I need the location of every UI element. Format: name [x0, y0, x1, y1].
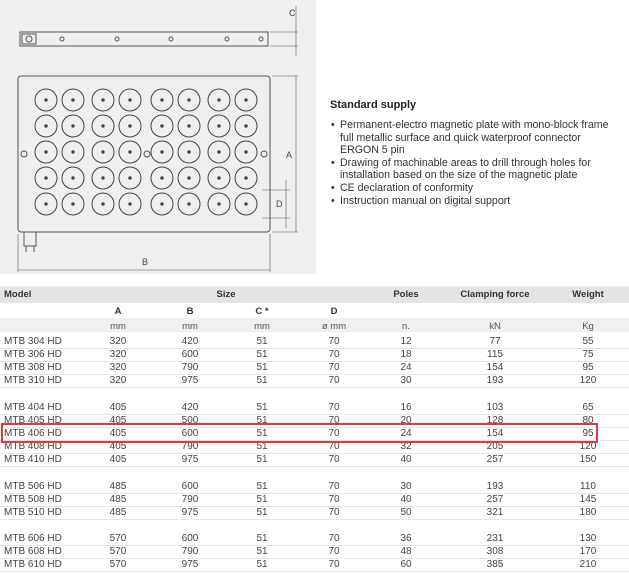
- cell-d: 70: [328, 428, 340, 439]
- table-row: [0, 335, 629, 348]
- cell-b: 790: [181, 494, 199, 505]
- cell-b: 600: [181, 428, 199, 439]
- cell-c: 51: [256, 362, 268, 373]
- unit-a: mm: [110, 321, 126, 332]
- cell-d: 70: [328, 336, 340, 347]
- cell-force: 231: [486, 533, 504, 544]
- cell-poles: 18: [400, 349, 412, 360]
- cell-c: 51: [256, 428, 268, 439]
- cell-c: 51: [256, 375, 268, 386]
- cell-d: 70: [328, 559, 340, 570]
- cell-model: MTB 610 HD: [4, 559, 62, 570]
- pole-center: [188, 99, 190, 101]
- cell-d: 70: [328, 454, 340, 465]
- cell-model: MTB 310 HD: [4, 375, 62, 386]
- pole-center: [45, 99, 47, 101]
- cell-a: 405: [109, 402, 127, 413]
- units-row-bg: [0, 318, 629, 332]
- cell-force: 205: [486, 441, 504, 452]
- pole-center: [129, 125, 131, 127]
- cell-b: 600: [181, 533, 199, 544]
- cell-a: 320: [109, 349, 127, 360]
- cell-d: 70: [328, 546, 340, 557]
- cell-poles: 40: [400, 494, 412, 505]
- cell-model: MTB 606 HD: [4, 533, 62, 544]
- pole-center: [245, 203, 247, 205]
- table-row: [0, 401, 629, 414]
- cell-weight: 55: [582, 336, 594, 347]
- pole-grid: [35, 89, 257, 215]
- cell-a: 320: [109, 375, 127, 386]
- pole-center: [45, 151, 47, 153]
- cell-a: 570: [109, 533, 127, 544]
- cell-poles: 16: [400, 402, 412, 413]
- cell-model: MTB 608 HD: [4, 546, 62, 557]
- cell-b: 975: [181, 375, 199, 386]
- cell-d: 70: [328, 349, 340, 360]
- table-row: [0, 506, 629, 519]
- cell-poles: 48: [400, 546, 412, 557]
- pole-center: [72, 177, 74, 179]
- cell-model: MTB 405 HD: [4, 415, 62, 426]
- pole-center: [218, 125, 220, 127]
- unit-clamping: kN: [489, 321, 501, 332]
- cell-a: 320: [109, 336, 127, 347]
- cell-c: 51: [256, 349, 268, 360]
- table-row: [0, 480, 629, 493]
- subheader-c: C *: [255, 306, 269, 317]
- pole-center: [45, 177, 47, 179]
- supply-item: [340, 195, 626, 208]
- cell-d: 70: [328, 362, 340, 373]
- cell-poles: 32: [400, 441, 412, 452]
- pole-center: [45, 125, 47, 127]
- cell-poles: 30: [400, 481, 412, 492]
- cell-b: 790: [181, 441, 199, 452]
- pole-center: [188, 125, 190, 127]
- cell-c: 51: [256, 454, 268, 465]
- cell-a: 485: [109, 481, 127, 492]
- cell-poles: 60: [400, 559, 412, 570]
- pole-center: [129, 177, 131, 179]
- cell-b: 975: [181, 507, 199, 518]
- dim-d-label: D: [276, 199, 283, 209]
- cell-c: 51: [256, 559, 268, 570]
- pole-center: [102, 151, 104, 153]
- row-divider: [0, 519, 629, 520]
- pole-center: [72, 99, 74, 101]
- pole-center: [161, 177, 163, 179]
- pole-center: [161, 125, 163, 127]
- cell-model: MTB 508 HD: [4, 494, 62, 505]
- table-row: [0, 545, 629, 558]
- cell-a: 570: [109, 546, 127, 557]
- cell-force: 115: [487, 349, 503, 360]
- cell-force: 321: [486, 507, 504, 518]
- cell-d: 70: [328, 441, 340, 452]
- unit-poles: n.: [402, 321, 410, 332]
- cell-c: 51: [256, 402, 268, 413]
- pole-center: [218, 177, 220, 179]
- pole-center: [102, 125, 104, 127]
- table-row: [0, 493, 629, 506]
- cell-force: 385: [486, 559, 504, 570]
- cell-weight: 130: [579, 533, 597, 544]
- pole-center: [188, 151, 190, 153]
- pole-center: [161, 99, 163, 101]
- unit-b: mm: [182, 321, 198, 332]
- row-divider: [0, 387, 629, 388]
- table-row: [0, 361, 629, 374]
- cell-weight: 75: [582, 349, 594, 360]
- cell-c: 51: [256, 441, 268, 452]
- pole-center: [102, 99, 104, 101]
- cell-c: 51: [256, 546, 268, 557]
- cell-model: MTB 306 HD: [4, 349, 62, 360]
- cell-b: 790: [181, 362, 199, 373]
- standard-supply-title: Standard supply: [330, 99, 417, 111]
- pole-center: [129, 203, 131, 205]
- supply-item-line: • CE declaration of conformity: [340, 181, 474, 194]
- pole-center: [218, 99, 220, 101]
- table-header: [0, 286, 629, 303]
- cell-poles: 20: [400, 415, 412, 426]
- pole-center: [161, 203, 163, 205]
- pole-center: [129, 151, 131, 153]
- dim-c-label: C: [289, 8, 296, 18]
- cell-b: 975: [181, 559, 199, 570]
- supply-item-line: • Drawing of machinable areas to drill through holes for: [340, 156, 591, 169]
- cell-force: 257: [486, 494, 504, 505]
- standard-supply: [330, 99, 626, 207]
- dim-a-label: A: [286, 150, 293, 160]
- plate-side-view: [20, 32, 268, 46]
- standard-supply-list: [330, 119, 626, 207]
- pole-center: [102, 203, 104, 205]
- cell-weight: 65: [582, 402, 594, 413]
- pole-center: [245, 99, 247, 101]
- cell-d: 70: [328, 494, 340, 505]
- cell-force: 193: [486, 375, 504, 386]
- cell-weight: 180: [579, 507, 597, 518]
- cell-c: 51: [256, 507, 268, 518]
- cell-model: MTB 308 HD: [4, 362, 62, 373]
- cell-d: 70: [328, 415, 340, 426]
- subheader-d: D: [330, 306, 338, 317]
- cell-c: 51: [256, 481, 268, 492]
- cell-force: 154: [486, 428, 504, 439]
- cell-a: 570: [109, 559, 127, 570]
- pole-center: [188, 203, 190, 205]
- table-row: [0, 453, 629, 466]
- supply-item: [340, 157, 626, 182]
- cell-d: 70: [328, 402, 340, 413]
- table-row: [0, 558, 629, 571]
- pole-center: [161, 151, 163, 153]
- pole-center: [45, 203, 47, 205]
- cell-force: 103: [486, 402, 504, 413]
- cell-d: 70: [328, 481, 340, 492]
- cell-poles: 50: [400, 507, 412, 518]
- supply-item-line: full metallic surface and quick waterproof connector: [340, 131, 581, 144]
- pole-center: [72, 151, 74, 153]
- header-weight: Weight: [572, 289, 604, 300]
- cell-c: 51: [256, 494, 268, 505]
- cell-poles: 40: [400, 454, 412, 465]
- supply-item-line: • Permanent-electro magnetic plate with mono-block frame: [340, 119, 609, 131]
- table-row: [0, 532, 629, 545]
- table-row: [0, 348, 629, 361]
- cell-model: MTB 404 HD: [4, 402, 62, 413]
- cell-force: 193: [486, 481, 504, 492]
- cell-model: MTB 408 HD: [4, 441, 62, 452]
- cell-force: 308: [486, 546, 504, 557]
- cell-b: 600: [181, 481, 199, 492]
- cell-a: 405: [109, 441, 127, 452]
- cell-weight: 210: [579, 559, 597, 570]
- cell-a: 320: [109, 362, 127, 373]
- cell-poles: 30: [400, 375, 412, 386]
- cell-c: 51: [256, 336, 268, 347]
- pole-center: [218, 203, 220, 205]
- cell-poles: 36: [400, 533, 412, 544]
- supply-item: [340, 182, 626, 195]
- cell-poles: 12: [400, 336, 412, 347]
- cell-weight: 95: [582, 428, 594, 439]
- cell-poles: 24: [400, 362, 412, 373]
- cell-model: MTB 410 HD: [4, 454, 62, 465]
- cell-weight: 95: [582, 362, 594, 373]
- pole-center: [188, 177, 190, 179]
- supply-item-line: installation based on the size of the magnetic plate: [340, 169, 578, 182]
- row-divider: [0, 466, 629, 467]
- cell-model: MTB 304 HD: [4, 336, 62, 347]
- header-poles: Poles: [393, 289, 419, 300]
- pole-center: [102, 177, 104, 179]
- pole-center: [245, 177, 247, 179]
- header-size: Size: [216, 289, 236, 300]
- cell-b: 420: [181, 402, 199, 413]
- cell-model: MTB 406 HD: [4, 428, 62, 439]
- cell-a: 405: [109, 415, 127, 426]
- header-clamping-force: Clamping force: [460, 289, 530, 300]
- pole-center: [245, 151, 247, 153]
- unit-weight: Kg: [582, 321, 594, 332]
- pole-center: [218, 151, 220, 153]
- cell-c: 51: [256, 415, 268, 426]
- unit-c: mm: [254, 321, 270, 332]
- table-row: [0, 374, 629, 387]
- cell-b: 975: [181, 454, 199, 465]
- cell-a: 405: [109, 454, 127, 465]
- cell-poles: 24: [400, 428, 412, 439]
- cell-force: 154: [486, 362, 504, 373]
- pole-center: [245, 125, 247, 127]
- drawing-svg: [0, 0, 316, 274]
- supply-item-line: ERGON 5 pin: [340, 144, 405, 157]
- cell-weight: 145: [579, 494, 597, 505]
- cell-b: 790: [181, 546, 199, 557]
- cell-d: 70: [328, 375, 340, 386]
- cell-weight: 120: [579, 441, 597, 452]
- header-model: Model: [4, 289, 32, 300]
- cell-c: 51: [256, 533, 268, 544]
- cell-model: MTB 510 HD: [4, 507, 62, 518]
- cell-d: 70: [328, 533, 340, 544]
- dim-b-label: B: [142, 257, 149, 267]
- unit-d: ø mm: [321, 321, 347, 332]
- supply-item-line: • Instruction manual on digital support: [340, 194, 511, 207]
- cell-b: 600: [181, 349, 199, 360]
- subheader-b: B: [186, 306, 194, 317]
- cell-weight: 170: [579, 546, 597, 557]
- cell-a: 405: [109, 428, 127, 439]
- highlighted-row-frame: [1, 423, 598, 443]
- cell-b: 420: [181, 336, 199, 347]
- row-divider: [0, 571, 629, 572]
- cell-weight: 150: [579, 454, 597, 465]
- cell-force: 77: [489, 336, 501, 347]
- cell-d: 70: [328, 507, 340, 518]
- supply-item: [340, 119, 626, 157]
- cell-force: 128: [486, 415, 504, 426]
- technical-drawing: [0, 0, 316, 274]
- pole-center: [129, 99, 131, 101]
- pole-center: [72, 203, 74, 205]
- cell-weight: 80: [582, 415, 594, 426]
- subheader-a: A: [114, 306, 122, 317]
- cell-force: 257: [486, 454, 504, 465]
- cell-model: MTB 506 HD: [4, 481, 62, 492]
- pole-center: [72, 125, 74, 127]
- cell-weight: 120: [579, 375, 597, 386]
- cell-weight: 110: [580, 481, 596, 492]
- cell-b: 500: [181, 415, 199, 426]
- cell-a: 485: [109, 494, 127, 505]
- cell-a: 485: [109, 507, 127, 518]
